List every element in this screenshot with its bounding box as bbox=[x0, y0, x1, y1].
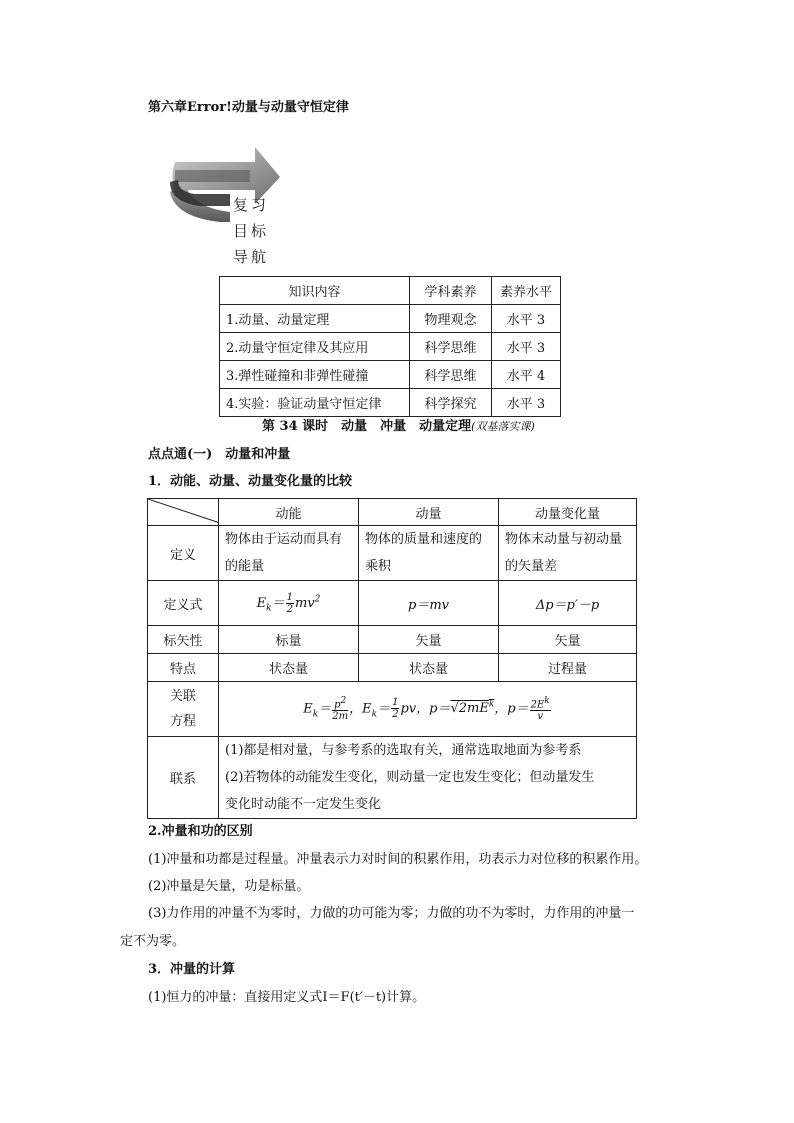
table-row bbox=[148, 526, 637, 581]
link-content bbox=[219, 737, 637, 819]
section3-line: (1)恒力的冲量：直接用定义式I＝F(t′－t)计算。 bbox=[148, 990, 426, 1005]
row-label-feature: 特点 bbox=[148, 654, 219, 682]
relation-label-2: 方程 bbox=[169, 714, 196, 729]
table-cell: 状态量 bbox=[359, 654, 499, 682]
header-level: 素养水平 bbox=[492, 277, 561, 305]
section1-title: 1．动能、动量、动量变化量的比较 bbox=[148, 474, 353, 489]
link-line: 变化时动能不一定发生变化 bbox=[225, 797, 382, 812]
section2-line: (3)力作用的冲量不为零时，力做的功可能为零；力做的功不为零时，力作用的冲量一 bbox=[148, 906, 635, 921]
header-knowledge: 知识内容 bbox=[220, 277, 410, 305]
table-cell: 物体的质量和速度的乘积 bbox=[359, 526, 499, 581]
logo-char-3: 导航 bbox=[233, 248, 270, 266]
table-cell: 物体由于运动而具有的能量 bbox=[219, 526, 359, 581]
section3-title: 3．冲量的计算 bbox=[148, 962, 236, 977]
logo-char-2: 目标 bbox=[233, 222, 270, 240]
table-cell: 矢量 bbox=[359, 626, 499, 654]
header-momentum-change: 动量变化量 bbox=[499, 499, 637, 526]
table-row bbox=[148, 499, 637, 526]
diagonal-header-cell bbox=[148, 499, 219, 526]
logo-text bbox=[233, 192, 273, 270]
lesson-title-main: 第 34 课时 动量 冲量 动量定理 bbox=[262, 419, 472, 434]
table-cell: 水平 3 bbox=[492, 333, 561, 361]
table-cell: 物理观念 bbox=[410, 305, 492, 333]
table-cell: 科学思维 bbox=[410, 333, 492, 361]
kinetic-energy-formula: $E_k=$ $\frac{1}{2}$ $mv^2$ bbox=[219, 581, 359, 626]
table-row bbox=[148, 581, 637, 626]
header-momentum: 动量 bbox=[359, 499, 499, 526]
row-label-link: 联系 bbox=[148, 737, 219, 819]
knowledge-table bbox=[219, 276, 561, 417]
table-row bbox=[220, 389, 561, 417]
section2-line: 定不为零。 bbox=[120, 934, 186, 949]
table-cell: 科学思维 bbox=[410, 361, 492, 389]
table-cell: 3.弹性碰撞和非弹性碰撞 bbox=[220, 361, 410, 389]
row-label-definition: 定义 bbox=[148, 526, 219, 581]
table-cell: 过程量 bbox=[499, 654, 637, 682]
table-cell: 水平 3 bbox=[492, 389, 561, 417]
logo-latin-1: FUXIMUBIAO bbox=[206, 138, 244, 145]
table-row bbox=[148, 737, 637, 819]
link-line: (1)都是相对量，与参考系的选取有关，通常选取地面为参考系 bbox=[225, 743, 582, 758]
table-row bbox=[148, 626, 637, 654]
lesson-title bbox=[262, 415, 535, 434]
momentum-change-formula: Δp＝p′－p bbox=[499, 581, 637, 626]
section2-title: 2.冲量和功的区别 bbox=[148, 824, 253, 839]
row-label-relation bbox=[148, 682, 219, 737]
table-row bbox=[220, 361, 561, 389]
logo-char-1: 复习 bbox=[233, 196, 270, 214]
header-kinetic-energy: 动能 bbox=[219, 499, 359, 526]
row-label-vector: 标矢性 bbox=[148, 626, 219, 654]
chapter-title: 第六章Error!动量与动量守恒定律 bbox=[148, 100, 349, 115]
table-cell: 水平 3 bbox=[492, 305, 561, 333]
momentum-formula: p＝mv bbox=[359, 581, 499, 626]
section2-line: (1)冲量和功都是过程量。冲量表示力对时间的积累作用，功表示力对位移的积累作用。 bbox=[148, 852, 648, 867]
row-label-formula: 定义式 bbox=[148, 581, 219, 626]
table-row bbox=[148, 654, 637, 682]
link-line: (2)若物体的动能发生变化，则动量一定也发生变化；但动量发生 bbox=[225, 770, 595, 785]
table-cell: 物体末动量与初动量的矢量差 bbox=[499, 526, 637, 581]
table-cell: 水平 4 bbox=[492, 361, 561, 389]
table-cell: 4.实验：验证动量守恒定律 bbox=[220, 389, 410, 417]
relation-label-1: 关联 bbox=[169, 689, 196, 704]
comparison-table bbox=[147, 498, 637, 819]
point-title: 点点通(一) 动量和冲量 bbox=[148, 447, 291, 462]
header-literacy: 学科素养 bbox=[410, 277, 492, 305]
table-row bbox=[220, 333, 561, 361]
table-cell: 1.动量、动量定理 bbox=[220, 305, 410, 333]
table-cell: 2.动量守恒定律及其应用 bbox=[220, 333, 410, 361]
table-cell: 状态量 bbox=[219, 654, 359, 682]
diagonal-line bbox=[148, 499, 219, 526]
lesson-title-sub: (双基落实课) bbox=[471, 420, 535, 433]
table-row bbox=[148, 682, 637, 737]
table-cell: 标量 bbox=[219, 626, 359, 654]
table-row bbox=[220, 305, 561, 333]
relation-equations: $E_k=$ $\frac{p^2}{2m}$ ，$E_k=$ $\frac{1}{2}$ pv，$p=√2mE^k$，p＝ $\frac{2E^k}{v}$ bbox=[219, 682, 637, 737]
table-row bbox=[220, 277, 561, 305]
logo-latin-2: DAOHANG bbox=[206, 145, 237, 152]
table-cell: 科学探究 bbox=[410, 389, 492, 417]
table-cell: 矢量 bbox=[499, 626, 637, 654]
section2-line: (2)冲量是矢量，功是标量。 bbox=[148, 879, 310, 894]
